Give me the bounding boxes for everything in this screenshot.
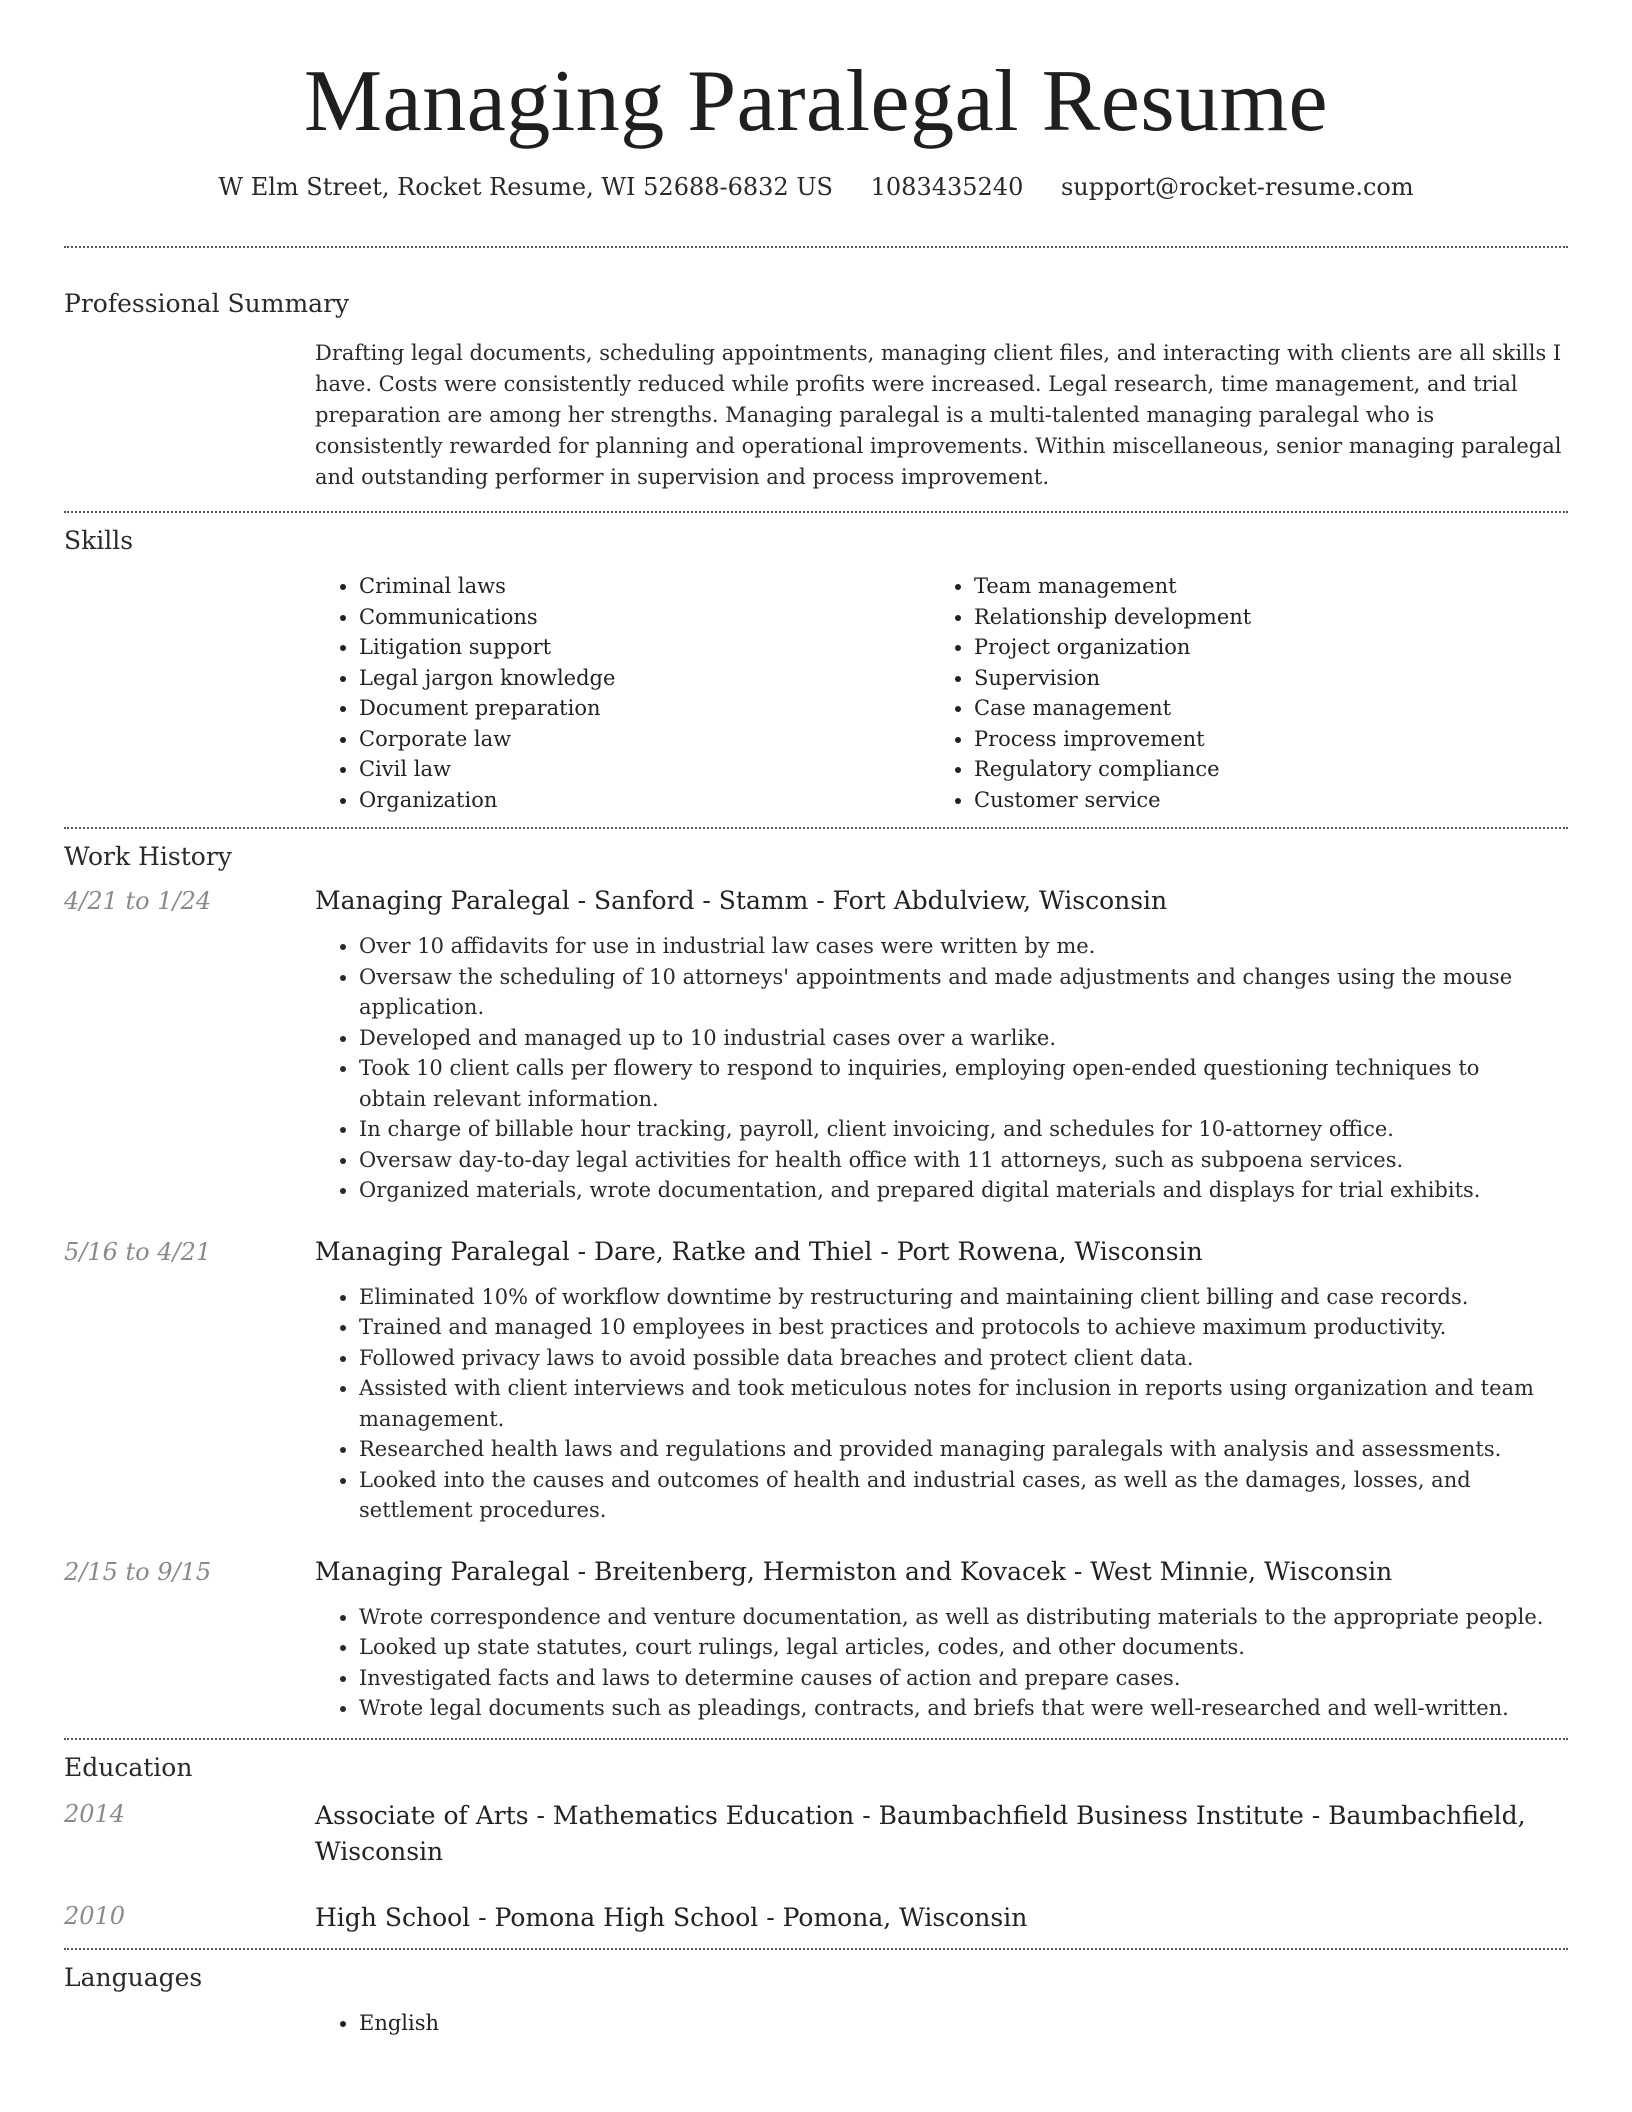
job-employer: - Sanford - Stamm - Fort Abdulview, Wisconsin [569, 886, 1168, 915]
skill-item: • Supervision [974, 663, 1545, 694]
summary-text: Drafting legal documents, scheduling appointments, managing client files, and interacting with clients are all skills I have. Costs were consistently reduced while profits were increased. Legal research, time management, and trial preparation are among her strengths. Managing paralegal is a multi-talented managing paralegal who is consistently rewarded for planning and operational improvements. Within miscellaneous, senior managing paralegal and outstanding performer in supervision and process improvement. [315, 341, 1562, 489]
job-title [315, 1556, 1568, 1588]
job-bullets [315, 1282, 1568, 1526]
skills-grid [315, 571, 1568, 815]
contact-line [64, 172, 1568, 202]
section-heading-education: Education [64, 1752, 193, 1782]
job-bullet: • Eliminated 10% of workflow downtime by restructuring and maintaining client billing and case records. [359, 1282, 1568, 1313]
job-bullet: • Organized materials, wrote documentation, and prepared digital materials and displays for trial exhibits. [359, 1175, 1568, 1206]
job-body [315, 1236, 1568, 1526]
job-body [315, 1556, 1568, 1724]
job-bullet: • Followed privacy laws to avoid possible data breaches and protect client data. [359, 1343, 1568, 1374]
divider [64, 246, 1568, 248]
skill-item: • Civil law [359, 754, 930, 785]
job-bullet: • Investigated facts and laws to determine causes of action and prepare cases. [359, 1663, 1568, 1694]
resume-title: Managing Paralegal Resume [303, 53, 1329, 150]
job-employer: - Dare, Ratke and Thiel - Port Rowena, Wisconsin [569, 1236, 1203, 1266]
skill-item: • Criminal laws [359, 571, 930, 602]
job-bullets [315, 1602, 1568, 1724]
job-bullet: • Wrote legal documents such as pleadings, contracts, and briefs that were well-researched and well-written. [359, 1693, 1568, 1724]
skill-item: • Regulatory compliance [974, 754, 1545, 785]
education-degree: Associate of Arts [315, 1800, 529, 1830]
education-school: - Pomona High School - Pomona, Wisconsin [470, 1902, 1028, 1932]
job-bullet: • Oversaw the scheduling of 10 attorneys' appointments and made adjustments and changes using the mouse application. [359, 962, 1568, 1023]
skill-item: • Organization [359, 785, 930, 816]
job-dates: 5/16 to 4/21 [64, 1237, 212, 1266]
job-bullet: • Looked into the causes and outcomes of health and industrial cases, as well as the damages, losses, and settlement procedures. [359, 1465, 1568, 1526]
job-bullets [315, 931, 1568, 1206]
job-dates: 2/15 to 9/15 [64, 1557, 212, 1586]
contact-email: support@rocket-resume.com [1060, 173, 1414, 201]
skill-item: • Corporate law [359, 724, 930, 755]
job-bullet: • Assisted with client interviews and took meticulous notes for inclusion in reports using organization and team management. [359, 1373, 1568, 1434]
skill-item: • Communications [359, 602, 930, 633]
skill-item: • Team management [974, 571, 1545, 602]
job-dates: 4/21 to 1/24 [64, 887, 212, 915]
divider [64, 1738, 1568, 1740]
education-entry [64, 1900, 1568, 1936]
job-bullet: • Took 10 client calls per flowery to respond to inquiries, employing open-ended questioning techniques to obtain relevant information. [359, 1053, 1568, 1114]
education-year: 2014 [64, 1799, 126, 1828]
job-entry [64, 1236, 1568, 1526]
education-entry [64, 1798, 1568, 1870]
skills-list-right [930, 571, 1545, 815]
job-body [315, 885, 1568, 1206]
skill-item: • Relationship development [974, 602, 1545, 633]
job-bullet: • Looked up state statutes, court rulings, legal articles, codes, and other documents. [359, 1632, 1568, 1663]
section-heading-work: Work History [64, 842, 232, 871]
contact-phone: 1083435240 [870, 173, 1024, 201]
skill-item: • Process improvement [974, 724, 1545, 755]
section-heading-summary: Professional Summary [64, 289, 350, 318]
divider [64, 827, 1568, 829]
education-title [315, 1900, 1568, 1936]
education-year: 2010 [64, 1901, 126, 1930]
job-entry [64, 1556, 1568, 1724]
job-bullet: • Over 10 affidavits for use in industrial law cases were written by me. [359, 931, 1568, 962]
job-title [315, 1236, 1568, 1268]
education-school: - Mathematics Education - Baumbachfield Business Institute - Baumbachfield, Wisconsin [315, 1800, 1526, 1866]
divider [64, 511, 1568, 513]
job-entry [64, 885, 1568, 1206]
job-bullet: • Developed and managed up to 10 industrial cases over a warlike. [359, 1023, 1568, 1054]
divider [64, 1948, 1568, 1950]
job-bullet: • Trained and managed 10 employees in best practices and protocols to achieve maximum productivity. [359, 1312, 1568, 1343]
skill-item: • Project organization [974, 632, 1545, 663]
skill-item: • Litigation support [359, 632, 930, 663]
job-title [315, 885, 1568, 917]
job-bullet: • In charge of billable hour tracking, payroll, client invoicing, and schedules for 10-attorney office. [359, 1114, 1568, 1145]
job-employer: - Breitenberg, Hermiston and Kovacek - West Minnie, Wisconsin [569, 1556, 1393, 1586]
education-title [315, 1798, 1568, 1870]
job-bullet: • Researched health laws and regulations and provided managing paralegals with analysis and assessments. [359, 1434, 1568, 1465]
section-heading-languages: Languages [64, 1962, 203, 1992]
skills-list-left [315, 571, 930, 815]
contact-address: W Elm Street, Rocket Resume, WI 52688-6832 US [218, 173, 833, 201]
skill-item: • Customer service [974, 785, 1545, 816]
education-degree: High School [315, 1902, 471, 1932]
language-item: • English [359, 2008, 1568, 2039]
languages-list [315, 2008, 1568, 2039]
job-role: Managing Paralegal [315, 1236, 570, 1266]
job-bullet: • Oversaw day-to-day legal activities for health office with 11 attorneys, such as subpoena services. [359, 1145, 1568, 1176]
job-role: Managing Paralegal [315, 1556, 570, 1586]
job-role: Managing Paralegal [315, 886, 570, 915]
section-heading-skills: Skills [64, 526, 134, 555]
skill-item: • Legal jargon knowledge [359, 663, 930, 694]
skill-item: • Document preparation [359, 693, 930, 724]
job-bullet: • Wrote correspondence and venture documentation, as well as distributing materials to the appropriate people. [359, 1602, 1568, 1633]
skill-item: • Case management [974, 693, 1545, 724]
